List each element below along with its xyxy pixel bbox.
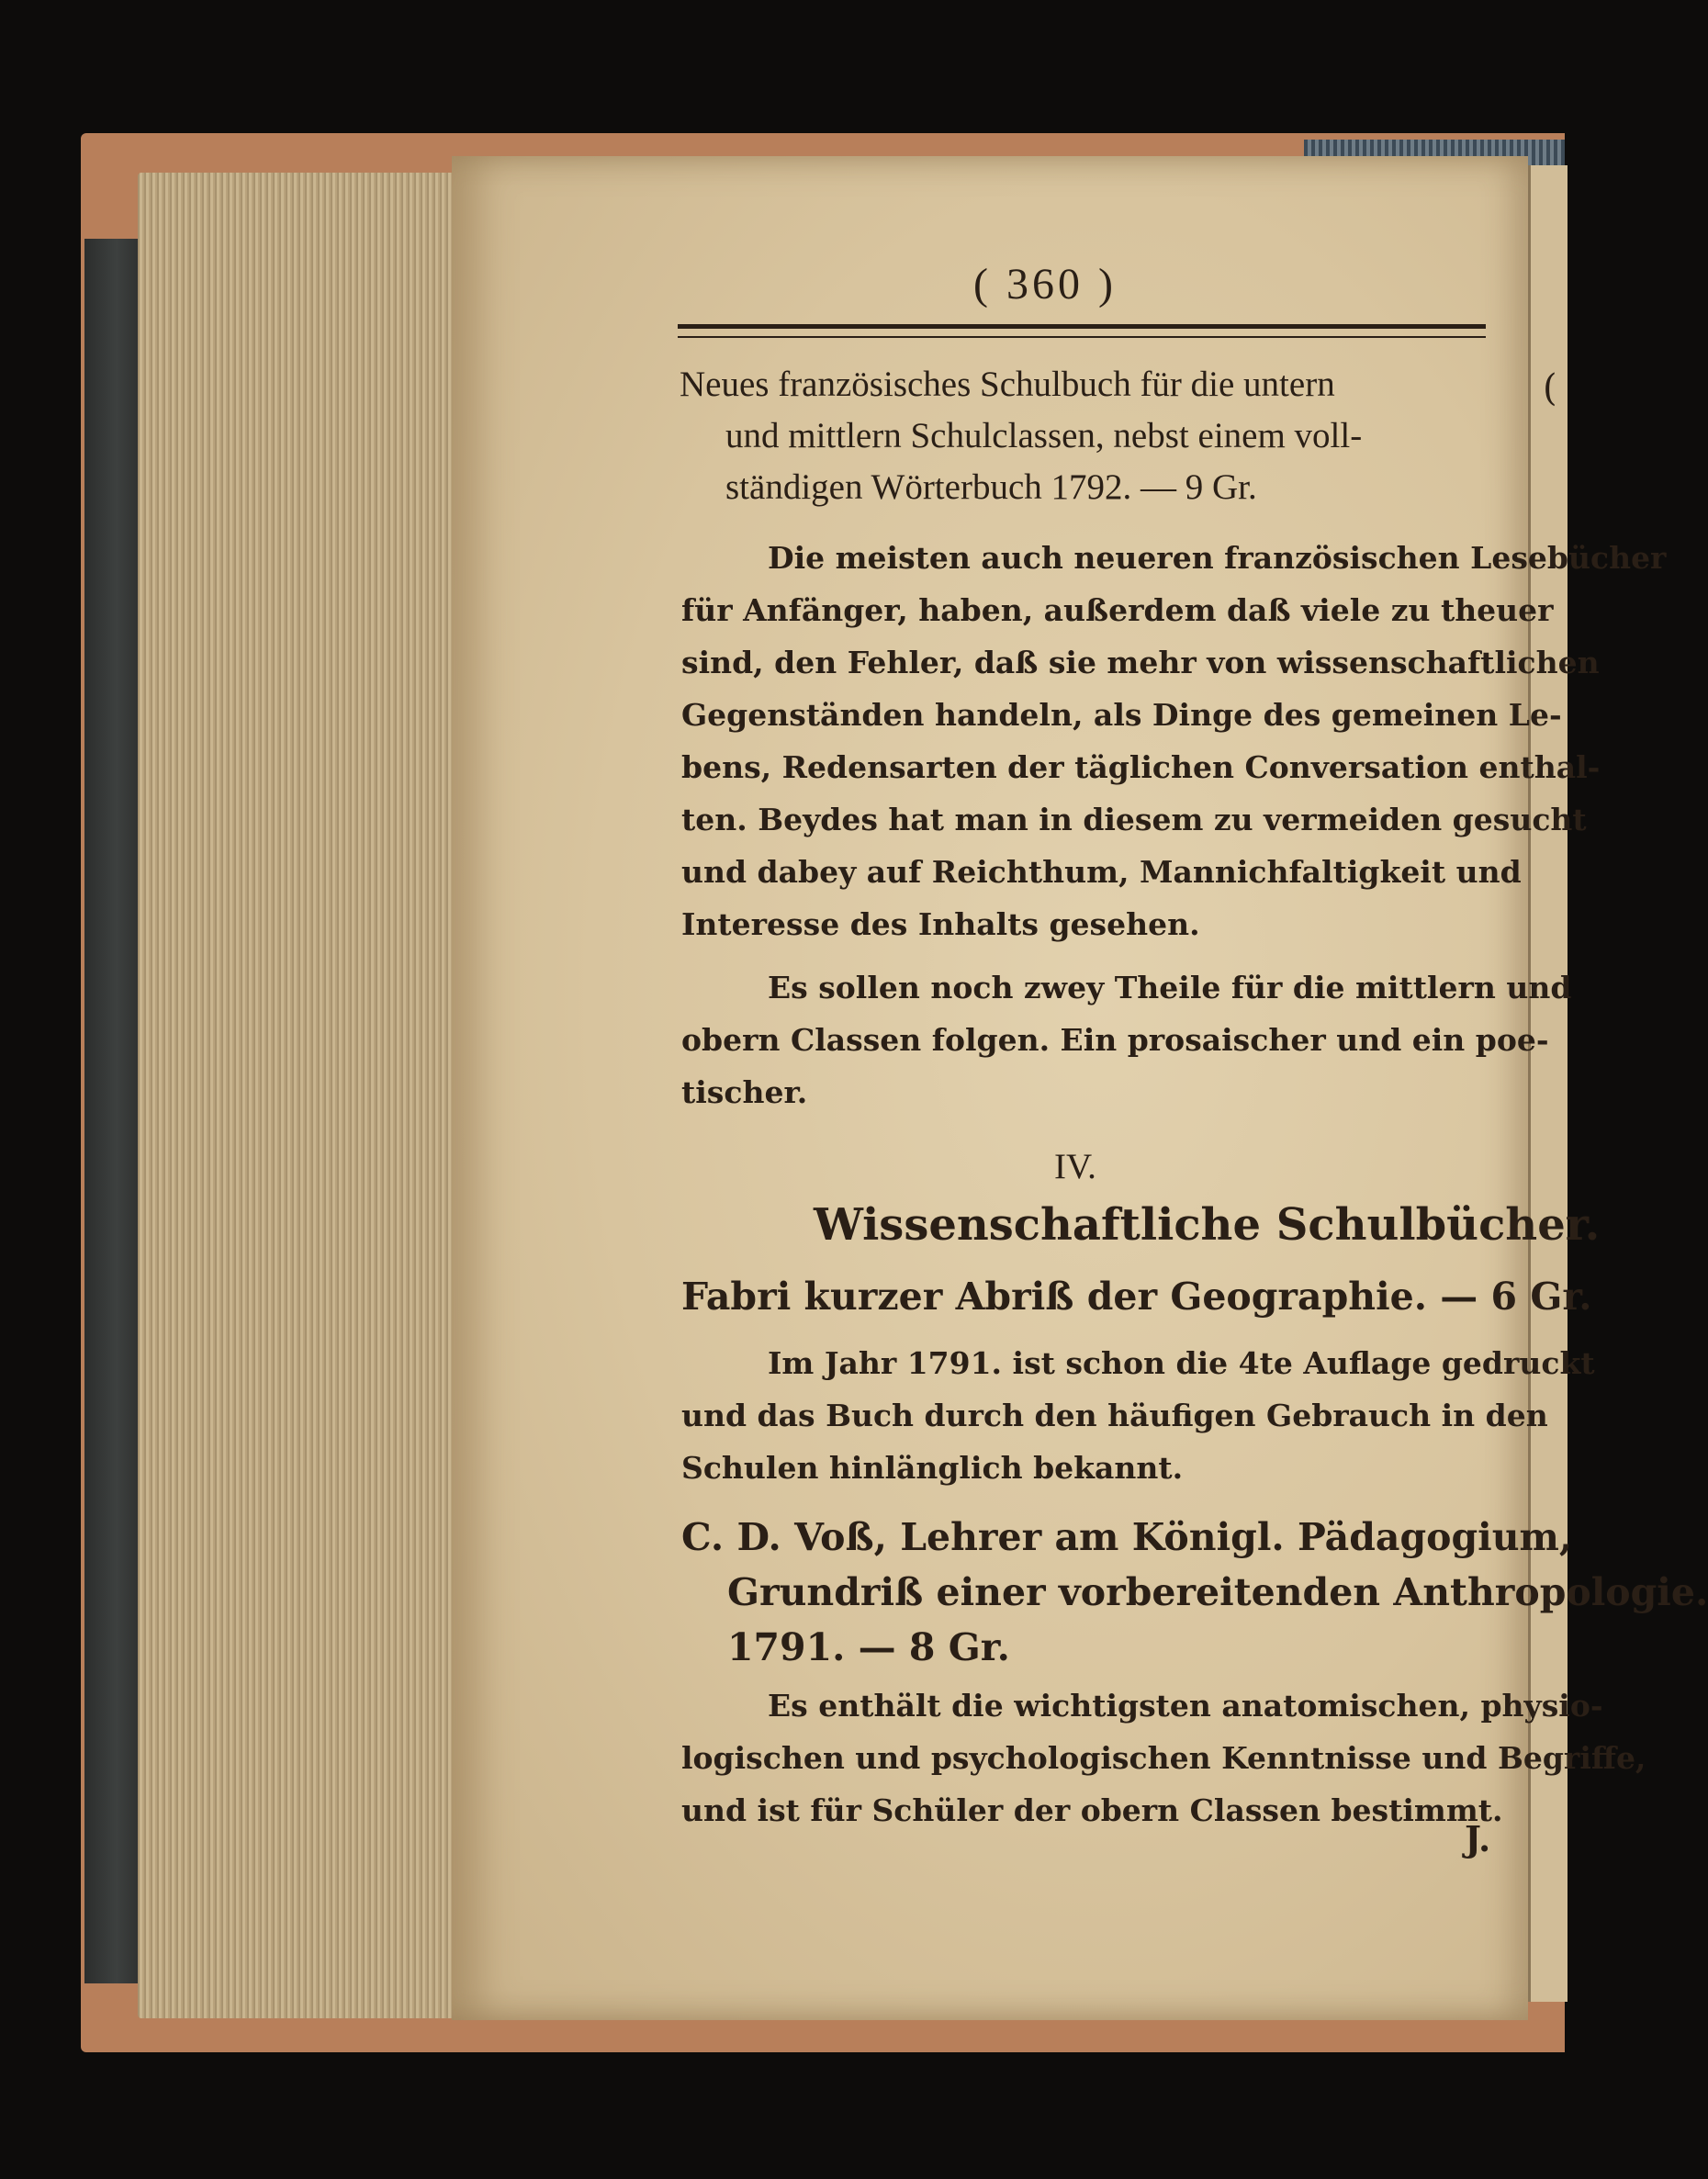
entry2-title-line-1: Fabri kurzer Abriß der Geographie. — 6 Gr. <box>681 1275 1592 1319</box>
section-heading: Wissenschaftliche Schulbücher. <box>814 1199 1601 1251</box>
entry1-p1-line-8: Interesse des Inhalts gesehen. <box>681 906 1200 942</box>
page-number-header: ( 360 ) <box>973 260 1117 309</box>
entry1-title-line-3: ständigen Wörterbuch 1792. — 9 Gr. <box>725 467 1257 507</box>
entry1-p2-line-3: tischer. <box>681 1074 808 1110</box>
next-page-edge <box>1528 165 1568 2002</box>
entry2-p-line-3: Schulen hinlänglich bekannt. <box>681 1450 1184 1486</box>
section-numeral: IV. <box>1054 1147 1096 1186</box>
entry1-p2-line-2: obern Classen folgen. Ein prosaischer und ein poe- <box>681 1022 1549 1058</box>
entry3-p-line-3: und ist für Schüler der obern Classen bestimmt. <box>681 1792 1503 1828</box>
entry1-p2-line-1: Es sollen noch zwey Theile für die mittlern und <box>768 970 1572 1005</box>
entry1-p1-line-3: sind, den Fehler, daß sie mehr von wissenschaftlichen <box>681 645 1600 680</box>
entry2-p-line-1: Im Jahr 1791. ist schon die 4te Auflage gedruckt <box>768 1345 1595 1381</box>
entry1-p1-line-1: Die meisten auch neueren französischen Lesebücher <box>768 540 1667 576</box>
entry2-p-line-2: und das Buch durch den häufigen Gebrauch in den <box>681 1398 1548 1433</box>
entry1-p1-line-7: und dabey auf Reichthum, Mannichfaltigkeit und <box>681 854 1522 890</box>
entry1-title-line-1: Neues französisches Schulbuch für die untern <box>680 365 1335 404</box>
entry1-title-line-2: und mittlern Schulclassen, nebst einem voll- <box>725 416 1363 455</box>
entry1-p1-line-4: Gegenständen handeln, als Dinge des gemeinen Le- <box>681 697 1562 733</box>
page-edges <box>138 173 459 2018</box>
entry3-p-line-1: Es enthält die wichtigsten anatomischen, physio- <box>768 1688 1603 1724</box>
entry3-title-line-1: C. D. Voß, Lehrer am Königl. Pädagogium, <box>681 1515 1573 1559</box>
entry3-p-line-2: logischen und psychologischen Kenntnisse und Begriffe, <box>681 1740 1646 1776</box>
next-page-fragment: ( <box>1543 367 1557 410</box>
entry1-p1-line-2: für Anfänger, haben, außerdem daß viele zu theuer <box>681 592 1554 628</box>
entry3-title-line-2: Grundriß einer vorbereitenden Anthropologie. <box>727 1570 1708 1614</box>
entry3-title-line-3: 1791. — 8 Gr. <box>727 1625 1010 1669</box>
catchword: J. <box>1465 1818 1491 1859</box>
entry1-p1-line-6: ten. Beydes hat man in diesem zu vermeiden gesucht <box>681 802 1587 837</box>
entry1-p1-line-5: bens, Redensarten der täglichen Conversation enthal- <box>681 749 1601 785</box>
header-rule <box>678 324 1486 338</box>
